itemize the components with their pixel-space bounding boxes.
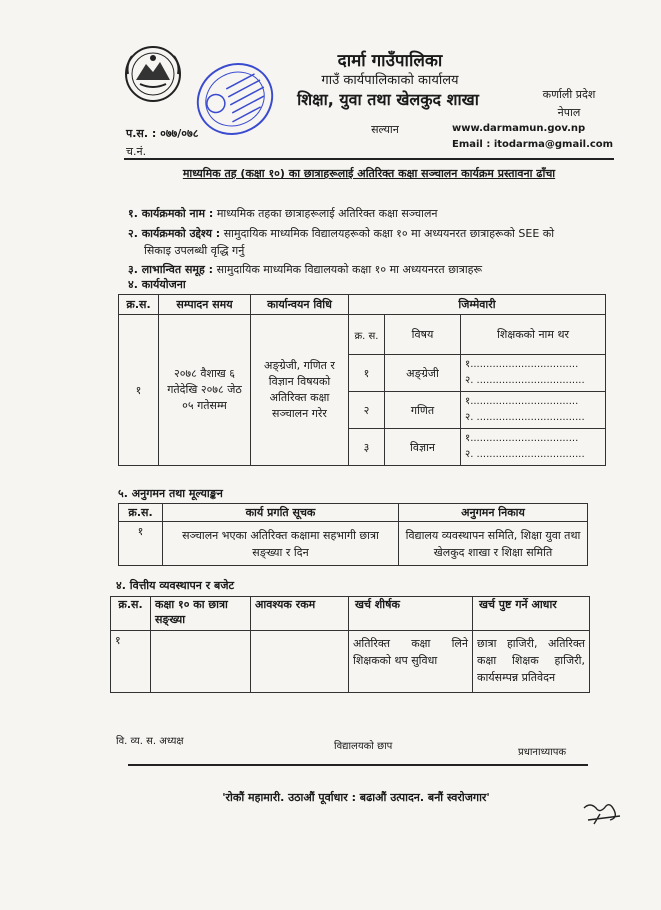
item-program-name — [128, 206, 438, 222]
col-header-method: कार्यान्वयन विधि — [251, 295, 349, 315]
item-workplan — [128, 277, 186, 293]
item-value: माध्यमिक तहका छात्राहरूलाई अतिरिक्त कक्षा सञ्चालन — [216, 207, 438, 220]
row-subject: अङ्ग्रेजी — [385, 355, 461, 392]
col-header-expense: खर्च शीर्षक — [349, 597, 473, 631]
item-label: २. कार्यक्रमको उद्देश्य : — [128, 227, 221, 240]
col-header-amount: आवश्यक रकम — [251, 597, 349, 631]
table-row — [111, 631, 590, 693]
district-name: सल्यान — [371, 123, 399, 136]
monitoring-title: ५. अनुगमन तथा मूल्याङ्कन — [118, 487, 223, 500]
col-header-agency: अनुगमन निकाय — [399, 504, 588, 522]
dispatch-number: च.नं. — [126, 145, 147, 158]
item-value: सामुदायिक माध्यमिक विद्यालयको कक्षा १० मा अध्ययनरत छात्राहरू — [216, 263, 483, 276]
row-agency: विद्यालय व्यवस्थापन समिति, शिक्षा युवा तथा खेलकुद शाखा र शिक्षा समिति — [399, 522, 588, 566]
row-indicator: सञ्चालन भएका अतिरिक्त कक्षामा सहभागी छात्रा सङ्ख्या र दिन — [163, 522, 399, 566]
row-expense: अतिरिक्त कक्षा लिने शिक्षकको थप सुविधा — [349, 631, 473, 693]
province-block — [524, 86, 614, 122]
school-stamp-label: विद्यालयको छाप — [334, 741, 393, 752]
finance-title: ४. वित्तीय व्यवस्थापन र बजेट — [116, 579, 235, 592]
col-header-girls-count: कक्षा १० का छात्रा सङ्ख्या — [151, 597, 251, 631]
plan-method: अङ्ग्रेजी, गणित र विज्ञान विषयको अतिरिक्त कक्षा सञ्चालन गरेर — [251, 315, 349, 466]
item-value: सामुदायिक माध्यमिक विद्यालयहरूको कक्षा १० मा अध्ययनरत छात्राहरूको SEE को — [223, 227, 555, 240]
row-sn: ३ — [349, 429, 385, 466]
section-name: शिक्षा, युवा तथा खेलकुद शाखा — [297, 90, 479, 109]
row-subject: विज्ञान — [385, 429, 461, 466]
country-name: नेपाल — [557, 106, 581, 119]
row-amount — [251, 631, 349, 693]
footer-divider — [128, 764, 588, 766]
letter-subject: माध्यमिक तह (कक्षा १०) का छात्राहरूलाई अतिरिक्त कक्षा सञ्चालन कार्यक्रम प्रस्तावना ढाँचा — [182, 167, 556, 180]
plan-sn: १ — [119, 315, 159, 466]
municipality-name: दार्मा गाउँपालिका — [337, 51, 443, 71]
row-sn: २ — [349, 392, 385, 429]
teacher-line: २. .................................. — [465, 412, 585, 423]
teacher-names-cell — [461, 429, 606, 466]
row-sn: १ — [349, 355, 385, 392]
col-header-sn: क्र.स. — [119, 504, 163, 522]
teacher-line: २. .................................. — [465, 449, 585, 460]
col-header-basis: खर्च पुष्ट गर्ने आधार — [473, 597, 590, 631]
sub-header-teacher: शिक्षकको नाम थर — [461, 315, 606, 355]
col-header-sn: क्र.स. — [119, 295, 159, 315]
plan-time: २०७८ वैशाख ६ गतेदेखि २०७८ जेठ ०५ गतेसम्म — [159, 315, 251, 466]
item-objective — [128, 226, 598, 242]
row-girls-count — [151, 631, 251, 693]
teacher-names-cell — [461, 392, 606, 429]
teacher-line: १.................................. — [465, 359, 579, 370]
row-basis: छात्रा हाजिरी, अतिरिक्त कक्षा शिक्षक हाजिरी, कार्यसम्पन्न प्रतिवेदन — [473, 631, 590, 693]
col-header-time: सम्पादन समय — [159, 295, 251, 315]
email-address[interactable]: Email : itodarma@gmail.com — [452, 139, 614, 150]
table-row — [119, 522, 588, 566]
office-name: गाउँ कार्यपालिकाको कार्यालय — [321, 73, 459, 88]
teacher-line: २. .................................. — [465, 375, 585, 386]
letter-ref-number: प.स. : ०७७/०७८ — [126, 127, 199, 140]
sub-header-subject: विषय — [385, 315, 461, 355]
smc-chair-signature: वि. व्य. स. अध्यक्ष — [116, 736, 184, 747]
sub-header-sn: क्र. स. — [349, 315, 385, 355]
teacher-line: १.................................. — [465, 433, 579, 444]
nepal-emblem-icon — [122, 44, 184, 104]
footer-slogan: 'रोकौं महामारी. उठाऔं पूर्वाधार : बढाऔं उत्पादन. बनौं स्वरोजगार' — [222, 791, 490, 804]
col-header-responsibility: जिम्मेवारी — [349, 295, 606, 315]
item-beneficiaries — [128, 262, 482, 278]
headmaster-signature: प्रधानाध्यापक — [518, 747, 567, 758]
item-label: ४. कार्ययोजना — [128, 278, 186, 291]
workplan-table — [118, 294, 606, 466]
finance-table — [110, 596, 590, 693]
province-name: कर्णाली प्रदेश — [542, 88, 596, 101]
header-divider — [124, 158, 614, 160]
row-subject: गणित — [385, 392, 461, 429]
row-sn: १ — [111, 631, 151, 693]
handwritten-signature-icon — [580, 800, 624, 830]
teacher-names-cell — [461, 355, 606, 392]
item-objective-cont: सिकाइ उपलब्धी वृद्धि गर्नु — [144, 244, 245, 257]
col-header-sn: क्र.स. — [111, 597, 151, 631]
monitoring-table — [118, 503, 588, 566]
teacher-line: १.................................. — [465, 396, 579, 407]
item-label: ३. लाभान्वित समूह : — [128, 263, 214, 276]
row-sn: १ — [119, 522, 163, 566]
col-header-indicator: कार्य प्रगति सूचक — [163, 504, 399, 522]
website-link[interactable]: www.darmamun.gov.np — [452, 123, 586, 134]
item-label: १. कार्यक्रमको नाम : — [128, 207, 214, 220]
